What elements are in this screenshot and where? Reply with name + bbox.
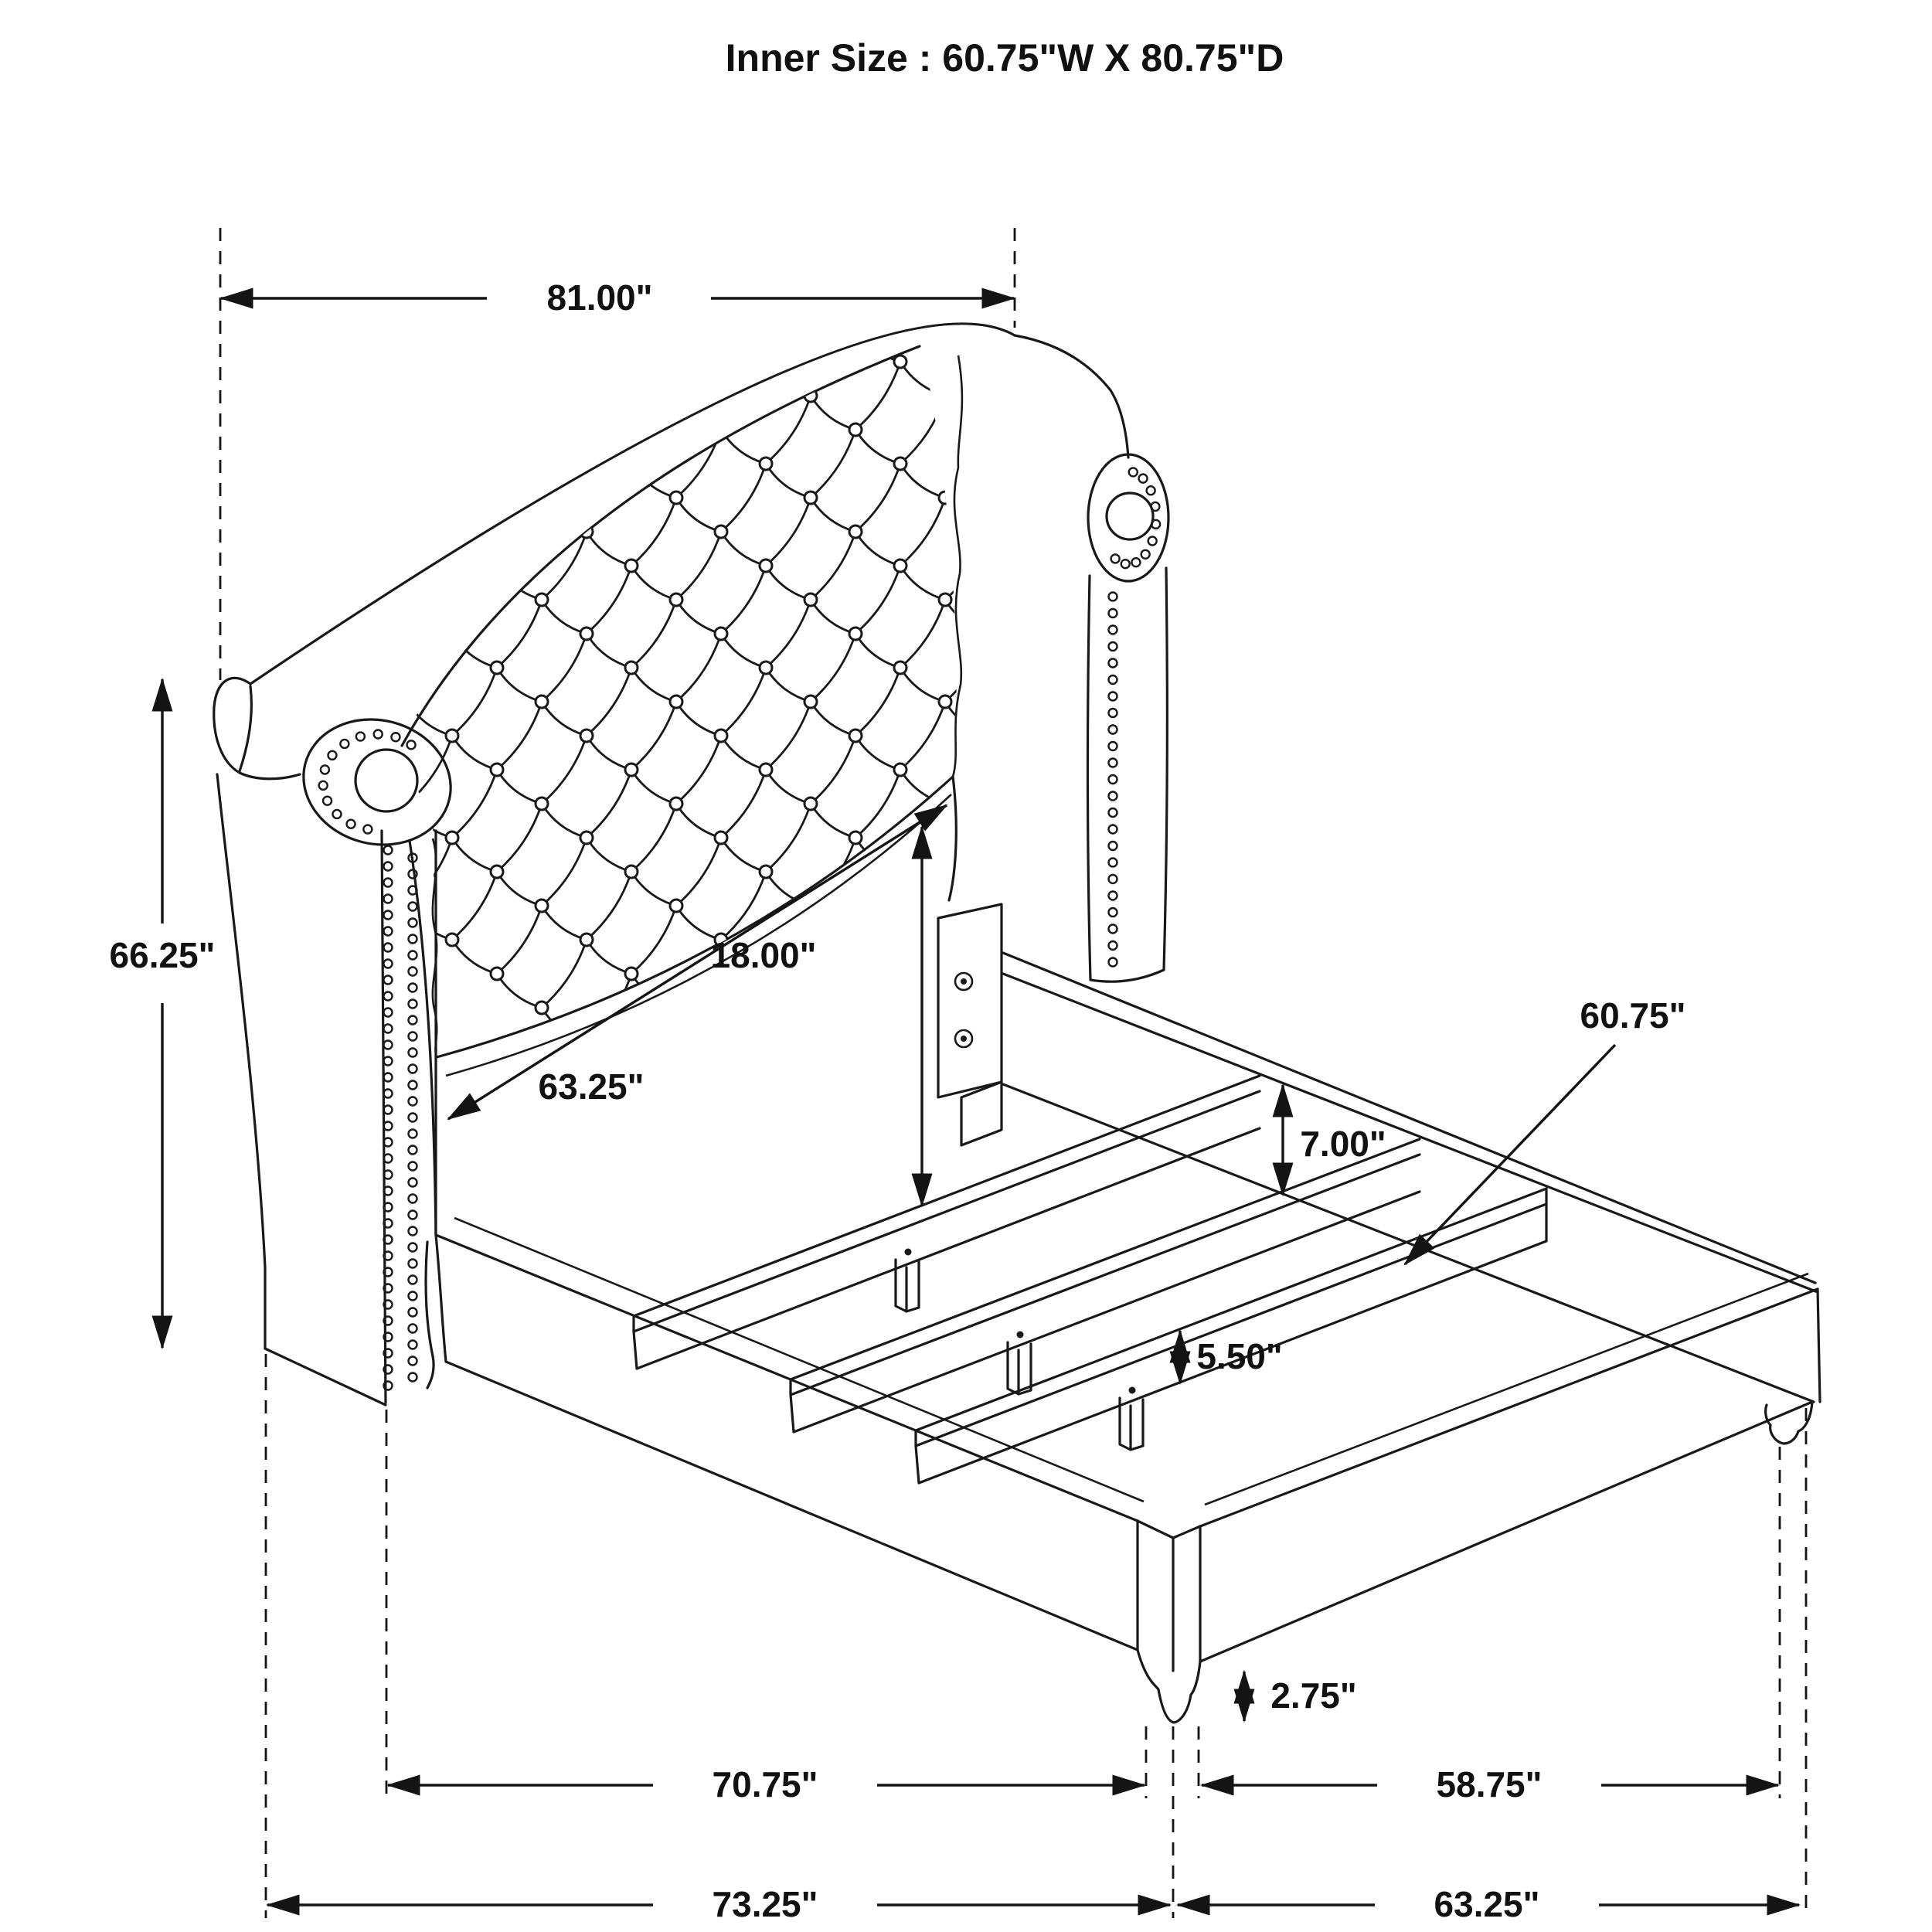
slat-screw-dot	[1017, 1332, 1024, 1338]
bracket-bolt	[961, 978, 967, 985]
nailhead-trim	[319, 468, 1160, 1389]
dimension-label-6075: 60.75"	[1580, 995, 1686, 1036]
dimension-label-275: 2.75"	[1270, 1675, 1357, 1716]
headboard-top-outer-arc	[250, 324, 1015, 684]
left-scroll	[290, 704, 464, 860]
dimension-label-1800: 18.00"	[710, 935, 817, 975]
dimension-foot-height	[1244, 1672, 1357, 1721]
left-wing-tip-curl	[214, 678, 300, 778]
rail-right-end-edge	[1818, 1289, 1820, 1402]
dimension-headboard-height	[110, 679, 216, 1348]
dimension-label-6325-headboard: 63.25"	[538, 1066, 645, 1107]
slat-2-lines	[791, 1139, 1420, 1432]
leader-line	[1405, 1045, 1615, 1264]
dimension-label-550: 5.50"	[1196, 1336, 1283, 1376]
dimension-label-81: 81.00"	[546, 277, 653, 318]
rail-left-top-edge	[436, 1235, 1138, 1521]
dimension-label-6325-frame: 63.25"	[1434, 1884, 1540, 1924]
foot-rail-top-band	[1205, 1274, 1808, 1505]
left-wing-tip-inner	[240, 686, 251, 771]
dimension-frame-outer-width	[1178, 1884, 1799, 1924]
tufted-panel	[401, 321, 996, 1116]
rail-left-end-curve	[436, 1235, 446, 1362]
foot-rail-top-edge	[1200, 1289, 1818, 1526]
headboard-top-inner-arc	[402, 346, 920, 746]
dimension-frame-outer-length	[267, 1884, 1170, 1924]
rail-right-top-far-edge	[1003, 953, 1815, 1283]
slat-1-lines	[634, 1076, 1260, 1369]
side-rail-left	[436, 1218, 1144, 1650]
dimension-label-7325: 73.25"	[712, 1884, 818, 1924]
right-post-inner-edge	[1087, 576, 1090, 980]
dim-line	[448, 805, 947, 1119]
left-wing-skirt-edge	[426, 1242, 434, 1388]
dimension-frame-inner-length	[388, 1764, 1145, 1804]
slat-1	[634, 1076, 1260, 1369]
rail-left-top-band	[454, 1218, 1144, 1502]
slat-2	[791, 1139, 1420, 1432]
right-post-outer-edge	[1164, 568, 1167, 970]
left-wing-outer-edge	[217, 774, 265, 1349]
left-scroll-spiral	[355, 750, 417, 811]
slat-screw-dot	[905, 1249, 912, 1256]
headboard	[214, 321, 1168, 1405]
foot-rail	[1200, 1274, 1818, 1662]
tufting-pattern	[401, 321, 996, 1116]
right-scroll-spiral	[1107, 493, 1153, 539]
bracket-plate	[938, 904, 1002, 1097]
bracket-bolt	[961, 1036, 967, 1042]
left-wing-post	[214, 678, 464, 1405]
right-post-bottom-edge	[1090, 970, 1164, 981]
panel-bottom-band	[446, 794, 951, 1076]
foot-rail-bottom-edge	[1200, 1402, 1812, 1662]
corner-post-left	[1138, 1521, 1200, 1723]
dimension-panel-width	[448, 805, 947, 1119]
dimension-label-6625: 66.25"	[109, 935, 216, 975]
dimension-label-7075: 70.75"	[712, 1764, 818, 1804]
left-wing-front-curve	[410, 841, 436, 1235]
slat-leg-3	[1120, 1398, 1143, 1450]
corner-post-top-edges	[1138, 1521, 1200, 1538]
page-title: Inner Size : 60.75"W X 80.75"D	[725, 36, 1284, 80]
right-scroll-post	[1087, 454, 1168, 981]
bun-foot-left	[1138, 1650, 1200, 1723]
headboard-bracket	[938, 904, 1002, 1145]
slat-screw-dot	[1129, 1387, 1136, 1394]
dimension-label-5875: 58.75"	[1436, 1764, 1543, 1804]
left-post-bottom-edge	[265, 1349, 386, 1405]
left-scroll-roll	[290, 704, 464, 860]
headboard-top-right-edge	[1015, 335, 1128, 457]
dimension-annotations	[110, 228, 1806, 1924]
dimension-label-700: 7.00"	[1300, 1124, 1386, 1164]
panel-bottom-edge	[437, 777, 953, 1057]
dimension-frame-inner-width	[1202, 1764, 1778, 1804]
